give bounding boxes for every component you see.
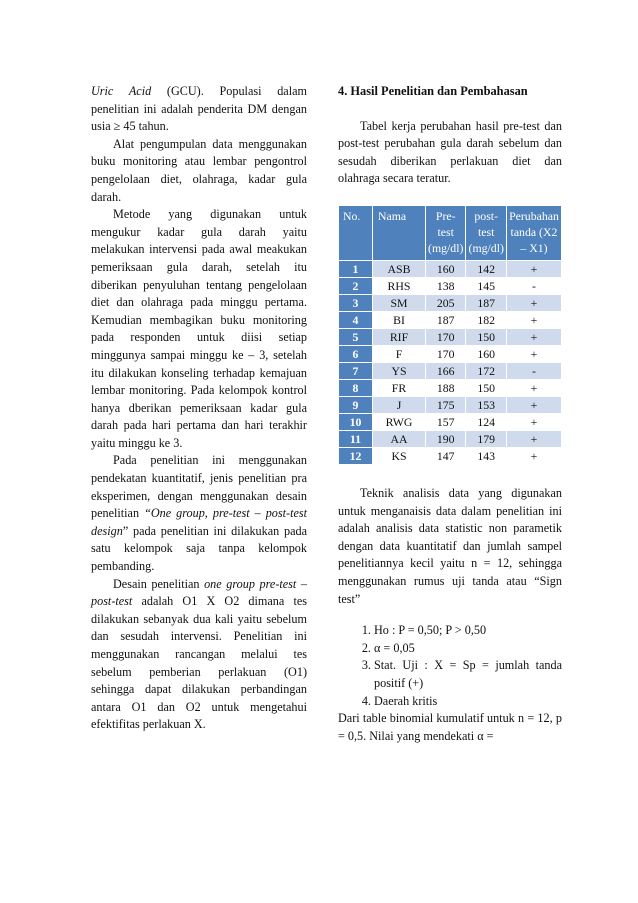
cell-nama: RHS: [373, 277, 426, 294]
paragraph-method: Metode yang digunakan untuk mengukur kadar gula darah yaitu melakukan intervensi pada awal meakukan pemeriksaan gula darah, setelah itu diberikan penyuluhan tentang pengelolaan diet dan olahraga pada minggu pertama. Kemudian membagikan buku monitoring pada responden untuk diisi setiap minggunya sampai minggu ke – 3, setelah itu dilakukan konseling terhadap kemajuan lembar monitoring. Pada kelompok kontrol hanya dberikan pemeriksaan kadar gula darah pada hari pertama dan hari terakhir yaitu minggu ke 3.: [91, 207, 307, 450]
table-row: [339, 277, 562, 294]
cell-posttest: 179: [466, 430, 506, 447]
cell-posttest: 150: [466, 379, 506, 396]
cell-pretest: 205: [426, 294, 466, 311]
left-column: [91, 83, 307, 734]
cell-perubahan: -: [506, 277, 561, 294]
cell-pretest: 170: [426, 345, 466, 362]
cell-pretest: 170: [426, 328, 466, 345]
cell-pretest: 157: [426, 413, 466, 430]
cell-posttest: 142: [466, 260, 506, 277]
right-column: [338, 83, 562, 745]
cell-posttest: 124: [466, 413, 506, 430]
table-header-row: [339, 205, 562, 260]
cell-no: 4: [339, 311, 373, 328]
cell-nama: RIF: [373, 328, 426, 345]
cell-pretest: 138: [426, 277, 466, 294]
uric-acid-term: Uric Acid: [91, 84, 152, 98]
cell-pretest: 175: [426, 396, 466, 413]
cell-no: 8: [339, 379, 373, 396]
cell-no: 1: [339, 260, 373, 277]
paragraph-table-intro: Tabel kerja perubahan hasil pre-test dan post-test perubahan gula darah sebelum dan sesudah diberikan perlakuan diet dan olahraga secara teratur.: [338, 118, 562, 186]
table-row: [339, 345, 562, 362]
paragraph-analysis: Teknik analisis data yang digunakan untuk menganaisis data dalam penelitian ini adalah analisis data statistic non parametik dengan data kuantitatif dan jumlah sampel penelitiannya kecil yaitu n = 12, sehingga menggunakan rumus uji tanda atau “Sign test”: [338, 485, 562, 606]
cell-nama: J: [373, 396, 426, 413]
cell-no: 12: [339, 447, 373, 464]
cell-no: 10: [339, 413, 373, 430]
cell-nama: FR: [373, 379, 426, 396]
cell-no: 5: [339, 328, 373, 345]
cell-nama: YS: [373, 362, 426, 379]
paragraph-population: Uric Acid (GCU). Populasi dalam penelitian ini adalah penderita DM dengan usia ≥ 45 tahun.: [91, 84, 307, 134]
cell-nama: F: [373, 345, 426, 362]
cell-perubahan: +: [506, 379, 561, 396]
table-body: [339, 260, 562, 464]
cell-perubahan: +: [506, 328, 561, 345]
cell-perubahan: +: [506, 413, 561, 430]
cell-nama: KS: [373, 447, 426, 464]
cell-no: 2: [339, 277, 373, 294]
table-row: [339, 294, 562, 311]
table-row: [339, 379, 562, 396]
table-row: [339, 430, 562, 447]
cell-no: 9: [339, 396, 373, 413]
cell-nama: SM: [373, 294, 426, 311]
cell-posttest: 187: [466, 294, 506, 311]
cell-pretest: 166: [426, 362, 466, 379]
cell-perubahan: +: [506, 447, 561, 464]
table-row: [339, 447, 562, 464]
table-row: [339, 396, 562, 413]
header-nama: Nama: [373, 205, 426, 260]
table-row: [339, 413, 562, 430]
cell-perubahan: +: [506, 311, 561, 328]
hypothesis-list: [338, 622, 562, 710]
paragraph-approach: Pada penelitian ini menggunakan pendekatan kuantitatif, jenis penelitian pra eksperimen, dengan menggunakan desain penelitian “One group, pre-test – post-test design” pada penelitian ini dilakukan pada satu kelompok saja tanpa kelompok pembanding.: [91, 453, 308, 574]
cell-perubahan: -: [506, 362, 561, 379]
cell-no: 3: [339, 294, 373, 311]
cell-nama: RWG: [373, 413, 426, 430]
header-no: No.: [339, 205, 373, 260]
section-heading: 4. Hasil Penelitian dan Pembahasan: [338, 84, 528, 98]
list-item: 2. α = 0,05: [374, 640, 562, 658]
table-row: [339, 260, 562, 277]
table-row: [339, 362, 562, 379]
cell-nama: BI: [373, 311, 426, 328]
cell-nama: AA: [373, 430, 426, 447]
cell-posttest: 153: [466, 396, 506, 413]
header-posttest: post-test (mg/dl): [466, 205, 506, 260]
cell-no: 11: [339, 430, 373, 447]
cell-pretest: 188: [426, 379, 466, 396]
cell-pretest: 187: [426, 311, 466, 328]
cell-posttest: 145: [466, 277, 506, 294]
cell-perubahan: +: [506, 345, 561, 362]
cell-pretest: 190: [426, 430, 466, 447]
cell-posttest: 143: [466, 447, 506, 464]
cell-perubahan: +: [506, 294, 561, 311]
header-perubahan: Perubahan tanda (X2 – X1): [506, 205, 561, 260]
list-item: 4. Daerah kritis: [374, 693, 562, 711]
paragraph-binomial: Dari table binomial kumulatif untuk n = 12, p = 0,5. Nilai yang mendekati α =: [338, 711, 562, 743]
paragraph-instrument: Alat pengumpulan data menggunakan buku monitoring atau lembar pengontrol pengelolaan diet, olahraga, kadar gula darah.: [91, 136, 307, 204]
cell-pretest: 147: [426, 447, 466, 464]
cell-perubahan: +: [506, 396, 561, 413]
cell-posttest: 150: [466, 328, 506, 345]
cell-no: 7: [339, 362, 373, 379]
cell-posttest: 182: [466, 311, 506, 328]
cell-perubahan: +: [506, 430, 561, 447]
table-row: [339, 311, 562, 328]
cell-pretest: 160: [426, 260, 466, 277]
header-pretest: Pre-test (mg/dl): [426, 205, 466, 260]
results-table: [338, 205, 562, 465]
cell-posttest: 172: [466, 362, 506, 379]
cell-perubahan: +: [506, 260, 561, 277]
list-item: 3. Stat. Uji : X = Sp = jumlah tanda positif (+): [374, 657, 562, 692]
table-row: [339, 328, 562, 345]
cell-no: 6: [339, 345, 373, 362]
cell-posttest: 160: [466, 345, 506, 362]
list-item: 1. Ho : P = 0,50; P > 0,50: [374, 622, 562, 640]
cell-nama: ASB: [373, 260, 426, 277]
paragraph-design: Desain penelitian one group pre-test – post-test adalah O1 X O2 dimana tes dilakukan sebanyak dua kali yaitu sebelum dan sesudah intervensi. Penelitian ini menggunakan rancangan melalui tes sebelum pemberian perlakuan (O1) sehingga dapat dilakukan perbandingan antara O1 dan O2 untuk mengetahui efektifitas perlakuan X.: [91, 576, 307, 732]
